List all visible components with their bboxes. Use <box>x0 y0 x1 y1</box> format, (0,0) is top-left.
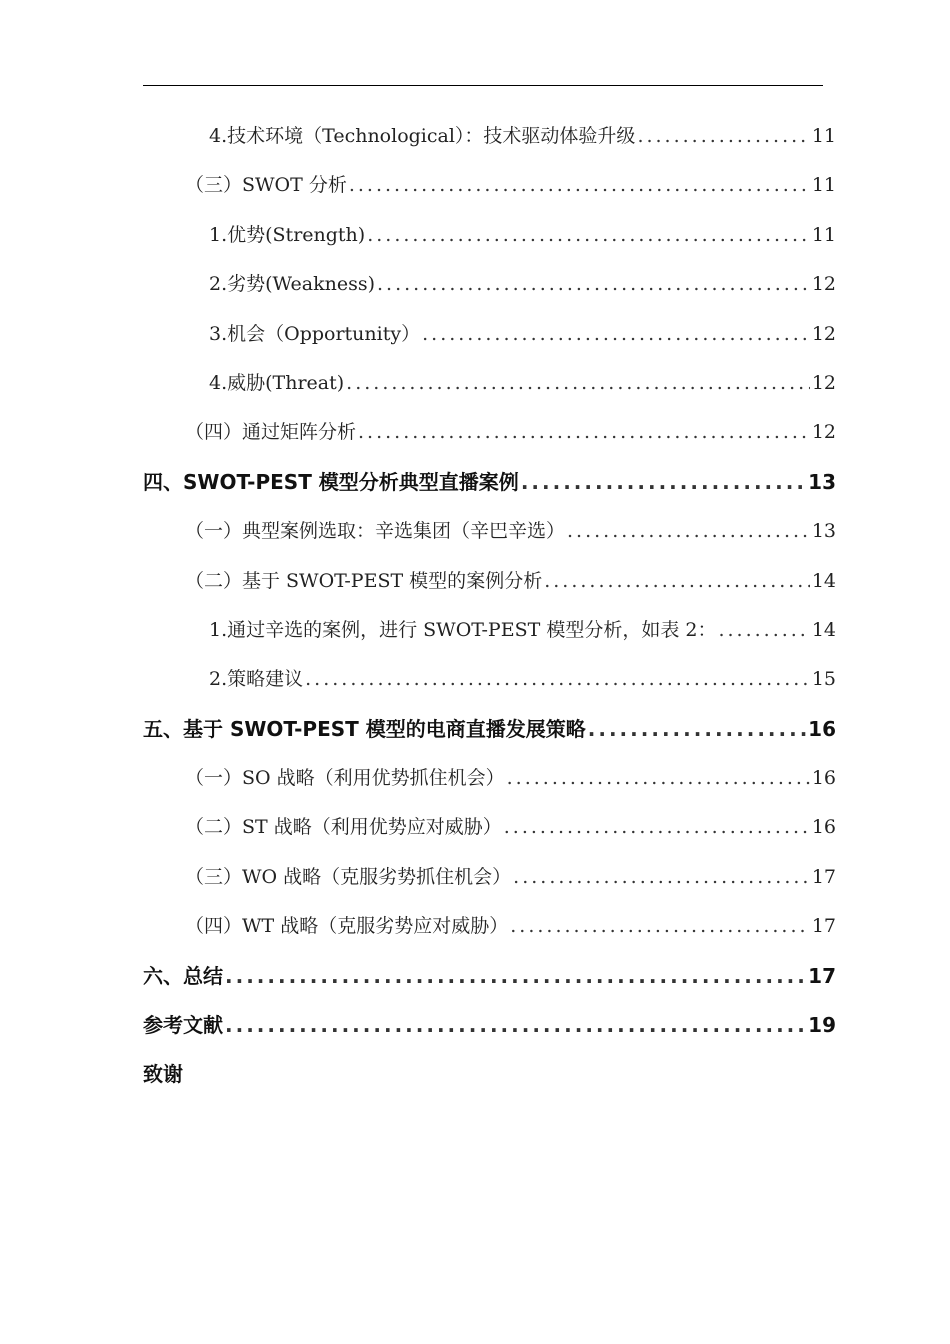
toc-entry-title: （三）SWOT 分析 <box>185 174 347 197</box>
toc-dot-leader <box>521 458 806 507</box>
toc-dot-leader <box>507 754 810 803</box>
toc-dot-leader <box>544 557 810 606</box>
toc-chapter-entry[interactable] <box>143 705 836 754</box>
toc-page-number: 17 <box>808 963 836 988</box>
toc-entry[interactable] <box>143 606 836 655</box>
toc-entry[interactable] <box>143 655 836 704</box>
toc-entry-title: 2.策略建议 <box>209 668 304 691</box>
toc-entry[interactable] <box>143 902 836 951</box>
toc-entry-title: 3.机会（Opportunity） <box>209 322 421 345</box>
toc-page-number: 16 <box>811 767 836 790</box>
toc-entry[interactable] <box>143 507 836 556</box>
toc-chapter-entry[interactable] <box>143 1050 836 1099</box>
toc-entry[interactable] <box>143 260 836 309</box>
toc-page-number: 17 <box>811 865 836 888</box>
toc-chapter-entry[interactable] <box>143 458 836 507</box>
toc-page-number: 14 <box>811 569 836 592</box>
toc-page-number: 13 <box>811 520 836 543</box>
toc-entry-title: （一）SO 战略（利用优势抓住机会） <box>185 767 505 790</box>
toc-dot-leader <box>346 359 810 408</box>
toc-entry-title: （四）通过矩阵分析 <box>185 421 357 444</box>
toc-chapter-entry[interactable] <box>143 1001 836 1050</box>
toc-entry[interactable] <box>143 112 836 161</box>
toc-page-number: 16 <box>808 716 836 741</box>
toc-entry-title: 2.劣势(Weakness) <box>209 273 375 296</box>
toc-entry-title: 参考文献 <box>143 1013 223 1038</box>
toc-dot-leader <box>349 161 810 210</box>
toc-dot-leader <box>422 310 810 359</box>
toc-entry-title: 4.威胁(Threat) <box>209 371 345 394</box>
toc-entry[interactable] <box>143 211 836 260</box>
toc-entry-title: （三）WO 战略（克服劣势抓住机会） <box>185 865 512 888</box>
toc-page-number: 12 <box>811 322 836 345</box>
toc-page-number: 19 <box>808 1013 836 1038</box>
toc-page-number: 13 <box>808 469 836 494</box>
toc-entry[interactable] <box>143 310 836 359</box>
toc-entry-title: 4.技术环境（Technological）：技术驱动体验升级 <box>209 125 636 147</box>
toc-page-number: 12 <box>811 371 836 394</box>
toc-dot-leader <box>358 408 810 457</box>
toc-entry-title: （四）WT 战略（克服劣势应对威胁） <box>185 915 509 938</box>
toc-dot-leader <box>504 803 810 852</box>
toc-entry-title: 四、SWOT-PEST 模型分析典型直播案例 <box>143 469 519 494</box>
header-rule <box>143 85 823 86</box>
toc-entry-title: 五、基于 SWOT-PEST 模型的电商直播发展策略 <box>143 716 586 741</box>
toc-entry[interactable] <box>143 803 836 852</box>
toc-dot-leader <box>225 952 806 1001</box>
toc-dot-leader <box>637 112 809 161</box>
toc-entry-title: 六、总结 <box>143 963 223 988</box>
toc-entry-title: 致谢 <box>143 1062 183 1087</box>
toc-entry[interactable] <box>143 408 836 457</box>
toc-page-number: 11 <box>811 223 836 246</box>
toc-dot-leader <box>718 606 809 655</box>
toc-dot-leader <box>225 1001 806 1050</box>
toc-page-number: 12 <box>811 421 836 444</box>
toc-entry[interactable] <box>143 161 836 210</box>
toc-chapter-entry[interactable] <box>143 952 836 1001</box>
toc-page-number: 17 <box>811 915 836 938</box>
toc-page-number: 15 <box>811 668 836 691</box>
toc-page-number: 14 <box>811 618 836 641</box>
toc-entry-title: （二）ST 战略（利用优势应对威胁） <box>185 816 502 839</box>
toc-dot-leader <box>588 705 806 754</box>
toc-entry[interactable] <box>143 853 836 902</box>
toc-page-number: 11 <box>811 125 836 147</box>
toc-dot-leader <box>513 853 810 902</box>
toc-dot-leader <box>510 902 810 951</box>
toc-entry-title: （二）基于 SWOT-PEST 模型的案例分析 <box>185 569 543 592</box>
toc-dot-leader <box>377 260 810 309</box>
toc-page-number: 11 <box>811 174 836 197</box>
toc-entry-title: 1.通过辛选的案例，进行 SWOT-PEST 模型分析，如表 2： <box>209 618 717 641</box>
toc-entry-title: 1.优势(Strength) <box>209 223 366 246</box>
toc-dot-leader <box>305 655 810 704</box>
toc-page-number: 12 <box>811 273 836 296</box>
toc-dot-leader <box>567 507 810 556</box>
toc-page-number: 16 <box>811 816 836 839</box>
toc-dot-leader <box>367 211 810 260</box>
table-of-contents <box>143 112 836 1100</box>
toc-entry-title: （一）典型案例选取：辛选集团（辛巴辛选） <box>185 520 566 543</box>
toc-entry[interactable] <box>143 359 836 408</box>
toc-entry[interactable] <box>143 754 836 803</box>
toc-entry[interactable] <box>143 557 836 606</box>
